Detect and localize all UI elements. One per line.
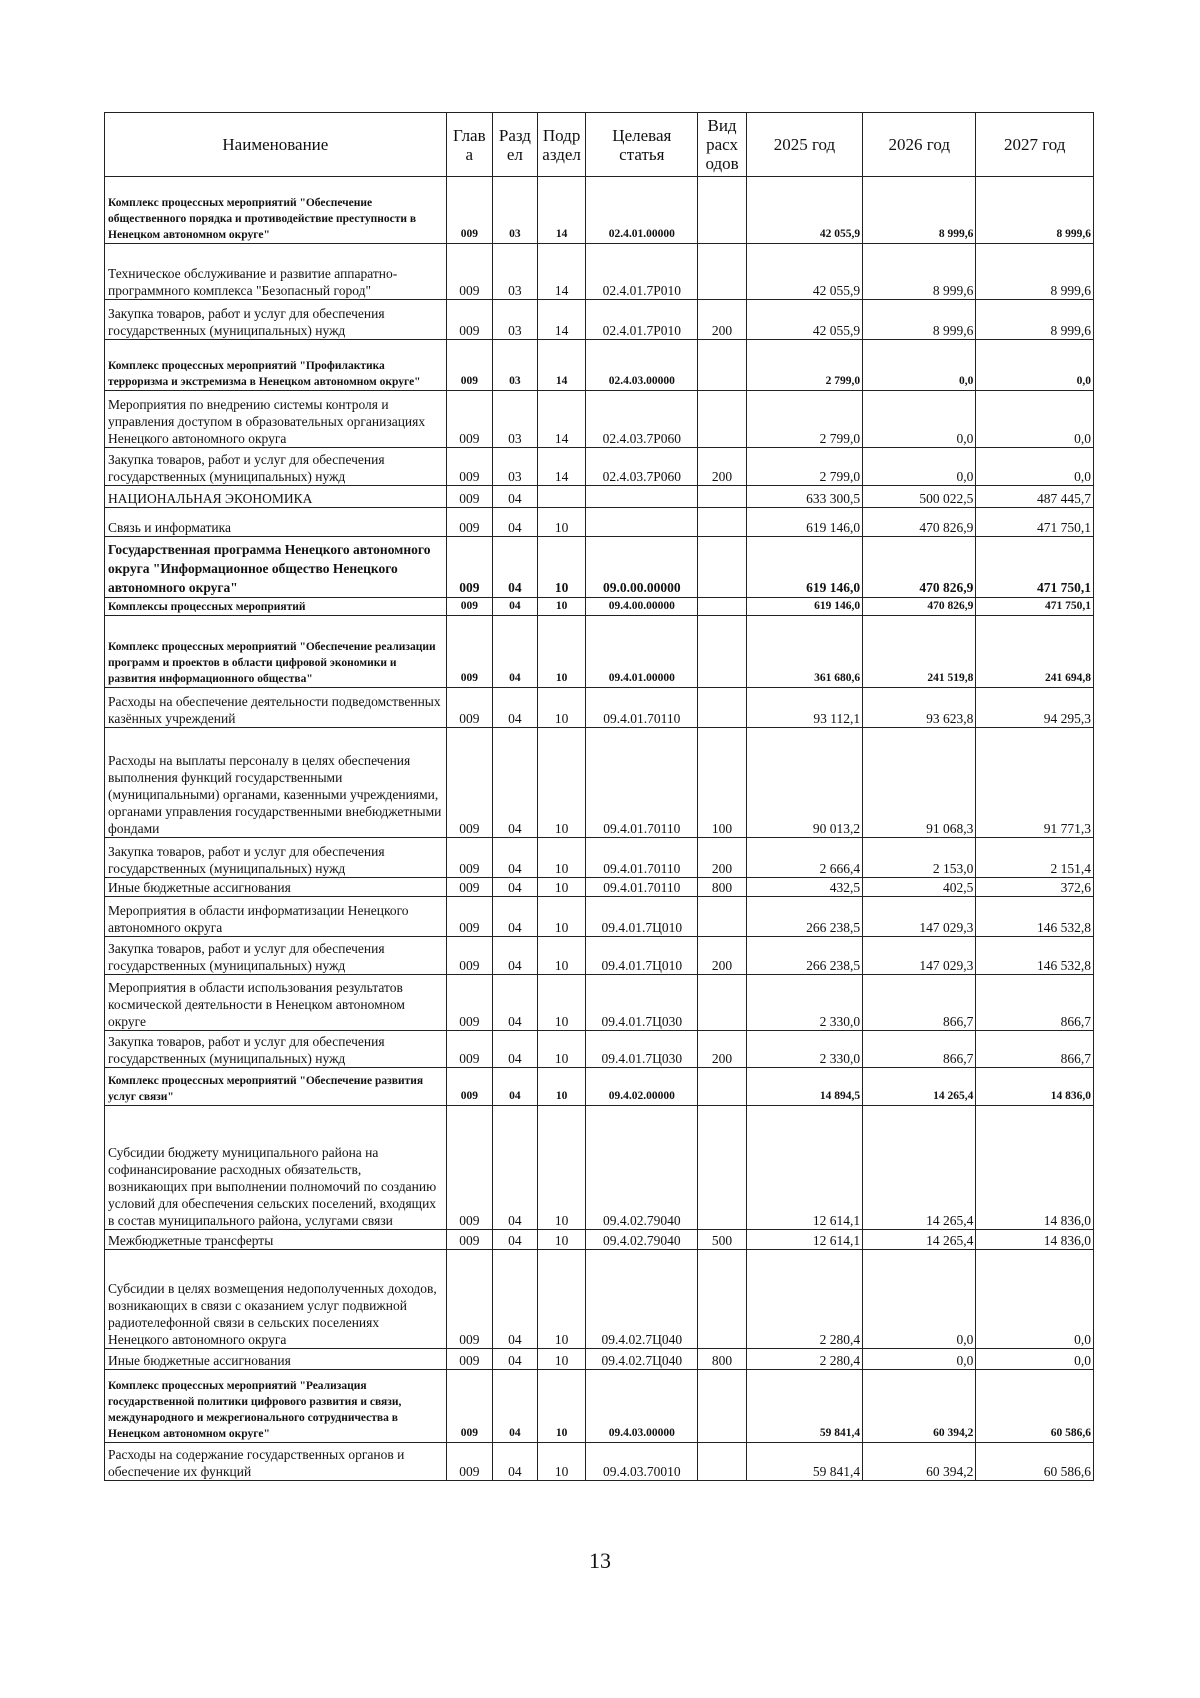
row-section: 04	[492, 1230, 537, 1250]
row-name: Закупка товаров, работ и услуг для обеспечения государственных (муниципальных) нужд	[105, 1031, 447, 1068]
row-2027: 866,7	[976, 1031, 1094, 1068]
row-2027: 0,0	[976, 448, 1094, 486]
row-2027: 372,6	[976, 878, 1094, 897]
row-kind: 200	[698, 1031, 746, 1068]
table-row	[105, 391, 1094, 448]
row-target: 02.4.01.7P010	[586, 244, 698, 300]
row-2025: 619 146,0	[746, 598, 862, 616]
header-target: Целевая статья	[586, 113, 698, 177]
table-row	[105, 1230, 1094, 1250]
row-2026: 60 394,2	[863, 1443, 976, 1481]
row-subsection: 14	[537, 300, 585, 340]
row-2026: 14 265,4	[863, 1068, 976, 1106]
row-2026: 2 153,0	[863, 838, 976, 878]
row-2027: 0,0	[976, 340, 1094, 391]
row-section: 04	[492, 486, 537, 508]
row-kind	[698, 486, 746, 508]
row-2025: 619 146,0	[746, 508, 862, 537]
row-2025: 2 330,0	[746, 975, 862, 1031]
row-section: 04	[492, 1349, 537, 1370]
row-2027: 91 771,3	[976, 728, 1094, 838]
table-row	[105, 1250, 1094, 1349]
row-target: 09.4.01.7Ц030	[586, 1031, 698, 1068]
row-subsection: 10	[537, 897, 585, 937]
row-2025: 90 013,2	[746, 728, 862, 838]
row-2027: 866,7	[976, 975, 1094, 1031]
row-2025: 59 841,4	[746, 1370, 862, 1443]
row-2027: 0,0	[976, 1349, 1094, 1370]
row-subsection: 10	[537, 975, 585, 1031]
table-row	[105, 1068, 1094, 1106]
row-chapter: 009	[446, 1443, 492, 1481]
row-2027: 60 586,6	[976, 1370, 1094, 1443]
row-name: Комплекс процессных мероприятий "Профилактика терроризма и экстремизма в Ненецком автономном округе"	[105, 340, 447, 391]
row-2026: 500 022,5	[863, 486, 976, 508]
row-target: 09.0.00.00000	[586, 537, 698, 598]
row-target: 02.4.03.7P060	[586, 448, 698, 486]
row-2027: 241 694,8	[976, 616, 1094, 688]
row-2027: 0,0	[976, 1250, 1094, 1349]
row-kind	[698, 244, 746, 300]
header-chapter: Глав а	[446, 113, 492, 177]
row-2026: 470 826,9	[863, 537, 976, 598]
row-2026: 241 519,8	[863, 616, 976, 688]
row-name: Мероприятия по внедрению системы контроля и управления доступом в образовательных организациях Ненецкого автономного округа	[105, 391, 447, 448]
row-target: 02.4.01.7P010	[586, 300, 698, 340]
row-subsection: 10	[537, 937, 585, 975]
table-row	[105, 537, 1094, 598]
row-kind	[698, 340, 746, 391]
row-subsection: 10	[537, 1230, 585, 1250]
row-target: 09.4.01.7Ц010	[586, 937, 698, 975]
row-name: Мероприятия в области информатизации Ненецкого автономного округа	[105, 897, 447, 937]
row-name: Закупка товаров, работ и услуг для обеспечения государственных (муниципальных) нужд	[105, 937, 447, 975]
row-name: Субсидии в целях возмещения недополученных доходов, возникающих в связи с оказанием услуг подвижной радиотелефонной связи в сельских поселениях Ненецкого автономного округа	[105, 1250, 447, 1349]
row-section: 04	[492, 937, 537, 975]
row-kind	[698, 1106, 746, 1230]
row-2027: 8 999,6	[976, 177, 1094, 244]
row-2026: 470 826,9	[863, 598, 976, 616]
row-2027: 487 445,7	[976, 486, 1094, 508]
row-2025: 633 300,5	[746, 486, 862, 508]
table-row	[105, 1106, 1094, 1230]
row-kind: 200	[698, 937, 746, 975]
row-2027: 2 151,4	[976, 838, 1094, 878]
row-name: Иные бюджетные ассигнования	[105, 1349, 447, 1370]
row-chapter: 009	[446, 975, 492, 1031]
row-kind	[698, 1068, 746, 1106]
row-chapter: 009	[446, 1031, 492, 1068]
header-kind: Вид расх одов	[698, 113, 746, 177]
row-subsection: 10	[537, 1349, 585, 1370]
row-name: Комплекс процессных мероприятий "Обеспечение общественного порядка и противодействие преступности в Ненецком автономном округе"	[105, 177, 447, 244]
table-row	[105, 340, 1094, 391]
row-2026: 0,0	[863, 1349, 976, 1370]
row-2025: 12 614,1	[746, 1106, 862, 1230]
header-section: Разд ел	[492, 113, 537, 177]
row-2025: 59 841,4	[746, 1443, 862, 1481]
row-2025: 12 614,1	[746, 1230, 862, 1250]
row-2027: 14 836,0	[976, 1230, 1094, 1250]
row-kind	[698, 598, 746, 616]
row-2025: 2 280,4	[746, 1250, 862, 1349]
table-row	[105, 897, 1094, 937]
row-name: Государственная программа Ненецкого автономного округа "Информационное общество Ненецкого автономного округа"	[105, 537, 447, 598]
row-section: 04	[492, 537, 537, 598]
row-section: 04	[492, 1106, 537, 1230]
table-row	[105, 598, 1094, 616]
row-kind	[698, 1443, 746, 1481]
row-2025: 432,5	[746, 878, 862, 897]
budget-table	[104, 112, 1094, 1481]
row-chapter: 009	[446, 728, 492, 838]
row-section: 04	[492, 975, 537, 1031]
row-kind	[698, 897, 746, 937]
row-2026: 91 068,3	[863, 728, 976, 838]
header-2025: 2025 год	[746, 113, 862, 177]
row-target: 09.4.01.70110	[586, 838, 698, 878]
row-2025: 2 799,0	[746, 448, 862, 486]
row-2026: 866,7	[863, 1031, 976, 1068]
row-2026: 866,7	[863, 975, 976, 1031]
row-2026: 0,0	[863, 448, 976, 486]
row-section: 04	[492, 616, 537, 688]
table-row	[105, 1349, 1094, 1370]
row-chapter: 009	[446, 177, 492, 244]
row-subsection: 10	[537, 537, 585, 598]
row-section: 03	[492, 177, 537, 244]
table-row	[105, 508, 1094, 537]
row-target: 09.4.02.7Ц040	[586, 1349, 698, 1370]
row-target: 09.4.03.70010	[586, 1443, 698, 1481]
row-target: 09.4.01.7Ц030	[586, 975, 698, 1031]
row-kind	[698, 391, 746, 448]
row-name: Техническое обслуживание и развитие аппаратно-программного комплекса "Безопасный город"	[105, 244, 447, 300]
row-section: 04	[492, 1443, 537, 1481]
row-kind	[698, 975, 746, 1031]
row-subsection: 10	[537, 728, 585, 838]
table-row	[105, 975, 1094, 1031]
row-subsection: 14	[537, 391, 585, 448]
row-target: 09.4.01.70110	[586, 878, 698, 897]
row-subsection	[537, 486, 585, 508]
row-name: Межбюджетные трансферты	[105, 1230, 447, 1250]
row-chapter: 009	[446, 1106, 492, 1230]
row-name: Комплекс процессных мероприятий "Обеспечение реализации программ и проектов в области цифровой экономики и развития информационного общества"	[105, 616, 447, 688]
row-target	[586, 508, 698, 537]
row-2025: 266 238,5	[746, 897, 862, 937]
row-2026: 14 265,4	[863, 1230, 976, 1250]
row-section: 03	[492, 300, 537, 340]
row-chapter: 009	[446, 391, 492, 448]
row-name: Комплекс процессных мероприятий "Обеспечение развития услуг связи"	[105, 1068, 447, 1106]
row-chapter: 009	[446, 1068, 492, 1106]
row-2027: 8 999,6	[976, 300, 1094, 340]
row-section: 04	[492, 897, 537, 937]
row-section: 04	[492, 598, 537, 616]
row-section: 04	[492, 728, 537, 838]
row-kind	[698, 177, 746, 244]
row-2027: 14 836,0	[976, 1068, 1094, 1106]
row-kind: 200	[698, 838, 746, 878]
row-target: 09.4.01.70110	[586, 688, 698, 728]
row-chapter: 009	[446, 598, 492, 616]
table-row	[105, 728, 1094, 838]
document-page	[104, 112, 1094, 1481]
table-row	[105, 486, 1094, 508]
row-2027: 471 750,1	[976, 598, 1094, 616]
row-kind	[698, 537, 746, 598]
row-subsection: 10	[537, 1106, 585, 1230]
row-2026: 93 623,8	[863, 688, 976, 728]
row-name: Связь и информатика	[105, 508, 447, 537]
row-target: 09.4.00.00000	[586, 598, 698, 616]
row-subsection: 10	[537, 688, 585, 728]
row-chapter: 009	[446, 1230, 492, 1250]
table-row	[105, 244, 1094, 300]
row-2026: 0,0	[863, 391, 976, 448]
row-chapter: 009	[446, 1349, 492, 1370]
table-row	[105, 300, 1094, 340]
row-subsection: 14	[537, 340, 585, 391]
row-subsection: 10	[537, 1031, 585, 1068]
row-section: 04	[492, 1250, 537, 1349]
row-section: 03	[492, 391, 537, 448]
row-chapter: 009	[446, 508, 492, 537]
row-kind	[698, 616, 746, 688]
table-row	[105, 1443, 1094, 1481]
row-2027: 14 836,0	[976, 1106, 1094, 1230]
row-name: Иные бюджетные ассигнования	[105, 878, 447, 897]
row-2027: 0,0	[976, 391, 1094, 448]
row-2027: 60 586,6	[976, 1443, 1094, 1481]
row-chapter: 009	[446, 937, 492, 975]
table-row	[105, 616, 1094, 688]
row-chapter: 009	[446, 1370, 492, 1443]
row-2026: 8 999,6	[863, 300, 976, 340]
row-section: 04	[492, 838, 537, 878]
row-section: 04	[492, 688, 537, 728]
row-subsection: 14	[537, 244, 585, 300]
row-2025: 93 112,1	[746, 688, 862, 728]
row-subsection: 10	[537, 1068, 585, 1106]
row-2025: 42 055,9	[746, 300, 862, 340]
row-2026: 8 999,6	[863, 177, 976, 244]
table-row	[105, 838, 1094, 878]
table-header-row	[105, 113, 1094, 177]
row-subsection: 14	[537, 177, 585, 244]
row-2027: 94 295,3	[976, 688, 1094, 728]
row-name: Расходы на содержание государственных органов и обеспечение их функций	[105, 1443, 447, 1481]
row-target: 09.4.01.70110	[586, 728, 698, 838]
row-target: 09.4.02.00000	[586, 1068, 698, 1106]
row-kind	[698, 1370, 746, 1443]
row-kind: 500	[698, 1230, 746, 1250]
row-subsection: 10	[537, 508, 585, 537]
row-2026: 470 826,9	[863, 508, 976, 537]
row-target: 09.4.01.7Ц010	[586, 897, 698, 937]
row-chapter: 009	[446, 486, 492, 508]
table-row	[105, 937, 1094, 975]
row-2025: 42 055,9	[746, 244, 862, 300]
row-target: 09.4.02.79040	[586, 1106, 698, 1230]
row-name: Комплексы процессных мероприятий	[105, 598, 447, 616]
row-section: 03	[492, 448, 537, 486]
row-2025: 361 680,6	[746, 616, 862, 688]
row-chapter: 009	[446, 878, 492, 897]
row-section: 04	[492, 1068, 537, 1106]
row-section: 04	[492, 1031, 537, 1068]
row-2026: 147 029,3	[863, 937, 976, 975]
header-2026: 2026 год	[863, 113, 976, 177]
header-subsection: Подр аздел	[537, 113, 585, 177]
row-section: 03	[492, 340, 537, 391]
row-name: Закупка товаров, работ и услуг для обеспечения государственных (муниципальных) нужд	[105, 448, 447, 486]
row-kind: 100	[698, 728, 746, 838]
row-chapter: 009	[446, 244, 492, 300]
row-chapter: 009	[446, 688, 492, 728]
row-target: 09.4.02.79040	[586, 1230, 698, 1250]
row-kind: 800	[698, 1349, 746, 1370]
row-target: 09.4.03.00000	[586, 1370, 698, 1443]
table-row	[105, 878, 1094, 897]
table-row	[105, 688, 1094, 728]
row-2025: 2 280,4	[746, 1349, 862, 1370]
row-2026: 402,5	[863, 878, 976, 897]
row-subsection: 10	[537, 1370, 585, 1443]
row-chapter: 009	[446, 448, 492, 486]
table-row	[105, 1370, 1094, 1443]
row-name: Расходы на выплаты персоналу в целях обеспечения выполнения функций государственными (муниципальными) органами, казенными учреждениями, органами управления государственными внебюджетными фондами	[105, 728, 447, 838]
row-2026: 0,0	[863, 1250, 976, 1349]
row-2025: 42 055,9	[746, 177, 862, 244]
row-name: Комплекс процессных мероприятий "Реализация государственной политики цифрового развития и связи, международного и межрегионального сотрудничества в Ненецком автономном округе"	[105, 1370, 447, 1443]
row-subsection: 10	[537, 598, 585, 616]
page-number: 13	[589, 1548, 611, 1573]
row-2027: 146 532,8	[976, 897, 1094, 937]
row-section: 04	[492, 1370, 537, 1443]
row-kind	[698, 1250, 746, 1349]
row-section: 04	[492, 878, 537, 897]
header-2027: 2027 год	[976, 113, 1094, 177]
row-subsection: 10	[537, 838, 585, 878]
row-2025: 266 238,5	[746, 937, 862, 975]
row-kind: 800	[698, 878, 746, 897]
row-2026: 147 029,3	[863, 897, 976, 937]
row-name: Закупка товаров, работ и услуг для обеспечения государственных (муниципальных) нужд	[105, 300, 447, 340]
row-2027: 471 750,1	[976, 537, 1094, 598]
row-name: Расходы на обеспечение деятельности подведомственных казённых учреждений	[105, 688, 447, 728]
row-target	[586, 486, 698, 508]
row-subsection: 10	[537, 878, 585, 897]
row-target: 02.4.01.00000	[586, 177, 698, 244]
row-section: 04	[492, 508, 537, 537]
row-chapter: 009	[446, 1250, 492, 1349]
row-chapter: 009	[446, 838, 492, 878]
row-target: 09.4.01.00000	[586, 616, 698, 688]
row-name: НАЦИОНАЛЬНАЯ ЭКОНОМИКА	[105, 486, 447, 508]
row-chapter: 009	[446, 897, 492, 937]
row-kind: 200	[698, 448, 746, 486]
row-subsection: 10	[537, 1443, 585, 1481]
row-2025: 2 799,0	[746, 391, 862, 448]
row-kind	[698, 688, 746, 728]
table-row	[105, 448, 1094, 486]
row-kind	[698, 508, 746, 537]
row-2026: 8 999,6	[863, 244, 976, 300]
row-2025: 2 799,0	[746, 340, 862, 391]
row-name: Субсидии бюджету муниципального района на софинансирование расходных обязательств, возникающих при выполнении полномочий по созданию условий для обеспечения сельских поселений, входящих в состав муниципального района, услугами связи	[105, 1106, 447, 1230]
row-chapter: 009	[446, 616, 492, 688]
row-name: Закупка товаров, работ и услуг для обеспечения государственных (муниципальных) нужд	[105, 838, 447, 878]
header-name: Наименование	[105, 113, 447, 177]
row-subsection: 10	[537, 1250, 585, 1349]
row-2025: 14 894,5	[746, 1068, 862, 1106]
row-subsection: 14	[537, 448, 585, 486]
row-target: 02.4.03.00000	[586, 340, 698, 391]
table-row	[105, 1031, 1094, 1068]
row-kind: 200	[698, 300, 746, 340]
row-chapter: 009	[446, 537, 492, 598]
row-2026: 14 265,4	[863, 1106, 976, 1230]
row-2025: 2 330,0	[746, 1031, 862, 1068]
row-target: 02.4.03.7P060	[586, 391, 698, 448]
row-2025: 619 146,0	[746, 537, 862, 598]
row-2027: 8 999,6	[976, 244, 1094, 300]
row-name: Мероприятия в области использования результатов космической деятельности в Ненецком автономном округе	[105, 975, 447, 1031]
row-target: 09.4.02.7Ц040	[586, 1250, 698, 1349]
row-2027: 471 750,1	[976, 508, 1094, 537]
row-chapter: 009	[446, 300, 492, 340]
row-2025: 2 666,4	[746, 838, 862, 878]
row-section: 03	[492, 244, 537, 300]
row-2026: 0,0	[863, 340, 976, 391]
row-2026: 60 394,2	[863, 1370, 976, 1443]
row-chapter: 009	[446, 340, 492, 391]
row-subsection: 10	[537, 616, 585, 688]
table-row	[105, 177, 1094, 244]
row-2027: 146 532,8	[976, 937, 1094, 975]
